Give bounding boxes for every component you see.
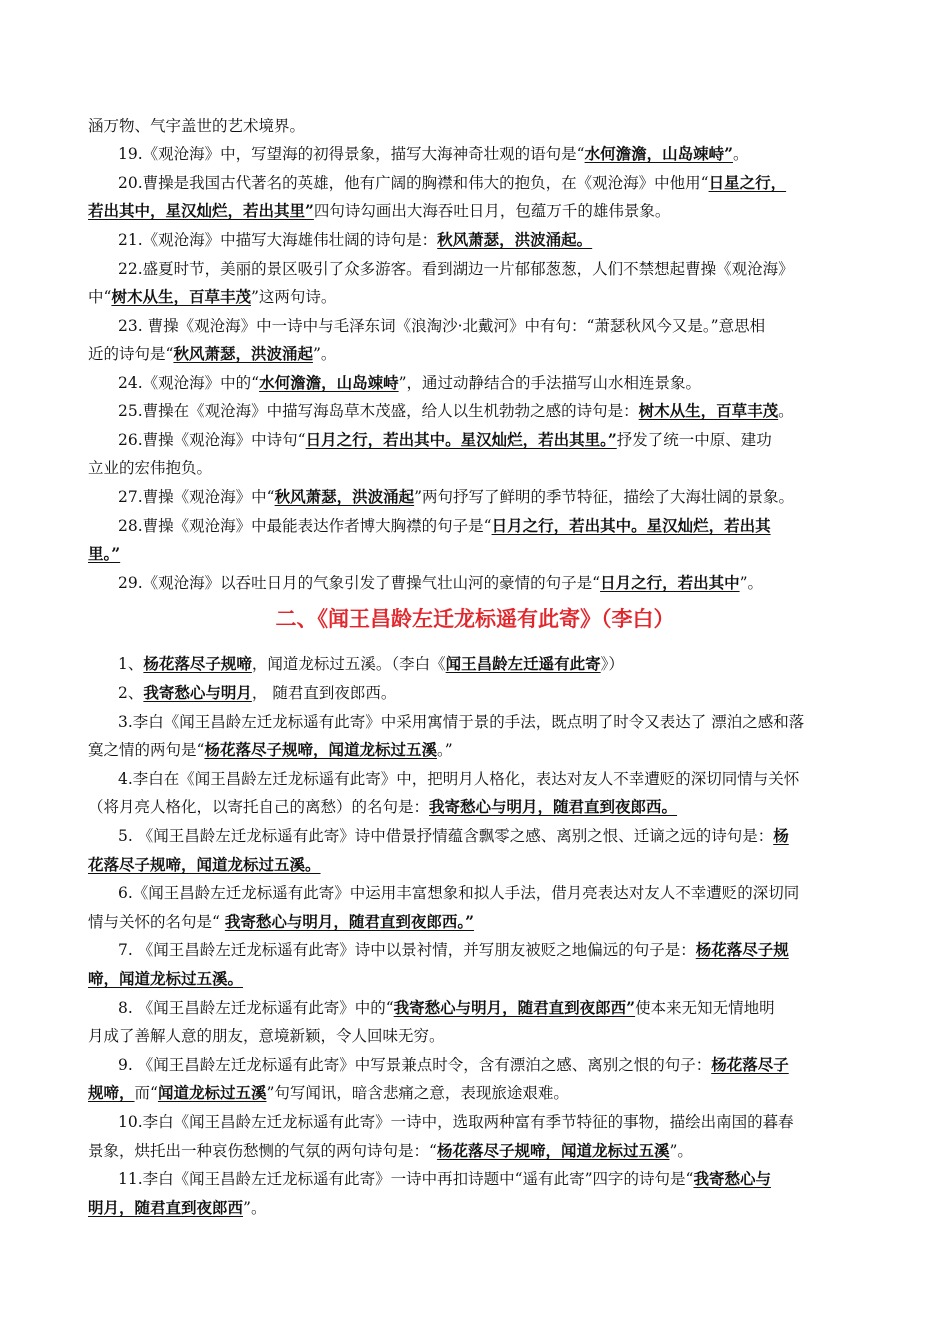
text-line bbox=[118, 998, 868, 1018]
line-text: 10.李白《闻王昌龄左迁龙标遥有此寄》一诗中，选取两种富有季节特征的事物，描绘出南国的暮春 bbox=[118, 1113, 794, 1131]
line-text: 2、 bbox=[118, 684, 144, 702]
answer-text: 日月之行，若出其中 bbox=[600, 573, 740, 592]
line-text: 3.李白《闻王昌龄左迁龙标遥有此寄》中采用寓情于景的手法，既点明了时令又表达了 漂泊之感和落 bbox=[118, 713, 805, 731]
answer-text: 秋风萧瑟，洪波涌起。 bbox=[437, 230, 593, 249]
text-line bbox=[118, 683, 868, 703]
line-text: 月成了善解人意的朋友，意境新颖，令人回味无穷。 bbox=[88, 1027, 445, 1045]
text-line bbox=[88, 201, 868, 221]
text-line bbox=[118, 230, 868, 250]
answer-text: 若出其中，星汉灿烂，若出其里” bbox=[88, 201, 314, 220]
text-line bbox=[118, 1055, 868, 1075]
line-text: 使本来无知无情地明 bbox=[635, 999, 775, 1017]
line-text: 四句诗勾画出大海吞吐日月，包蕴万千的雄伟景象。 bbox=[313, 202, 671, 220]
text-line bbox=[118, 654, 868, 674]
section-heading: 二、《闻王昌龄左迁龙标遥有此寄》（李白） bbox=[275, 607, 675, 631]
line-text: 11.李白《闻王昌龄左迁龙标遥有此寄》一诗中再扣诗题中“遥有此寄”四字的诗句是“ bbox=[118, 1170, 694, 1188]
answer-text: 我寄愁心与明月，随君直到夜郎西。 bbox=[429, 797, 678, 816]
text-line bbox=[88, 544, 868, 564]
answer-text: 秋风萧瑟，洪波涌起 bbox=[173, 344, 313, 363]
line-text: 。” bbox=[436, 741, 453, 759]
line-text: 25.曹操在《观沧海》中描写海岛草木茂盛，给人以生机勃勃之感的诗句是： bbox=[118, 402, 639, 420]
line-text: 景象，烘托出一种哀伤愁恻的气氛的两句诗句是：“ bbox=[88, 1142, 437, 1160]
answer-text: 杨花落尽子规 bbox=[695, 940, 789, 959]
answer-text: 树木从生，百草丰茂 bbox=[638, 401, 779, 420]
line-text: 近的诗句是“ bbox=[88, 345, 174, 363]
text-line bbox=[118, 430, 868, 450]
text-line bbox=[88, 116, 868, 136]
text-line bbox=[118, 259, 868, 279]
answer-text: 杨 bbox=[773, 826, 789, 845]
answer-text: 树木从生，百草丰茂 bbox=[111, 287, 251, 306]
answer-text: 日星之行， bbox=[708, 173, 787, 192]
text-line bbox=[88, 344, 868, 364]
text-line bbox=[88, 1141, 868, 1161]
answer-text: 闻王昌龄左迁遥有此寄 bbox=[445, 654, 601, 673]
answer-text: 水何澹澹，山岛竦峙” bbox=[584, 144, 733, 163]
text-line bbox=[88, 855, 868, 875]
answer-text: 我寄愁心与 bbox=[693, 1169, 771, 1188]
line-text: 。 bbox=[778, 402, 794, 420]
line-text: ”。 bbox=[739, 574, 764, 592]
answer-text: 日月之行，若出其中。星汉灿烂，若出其 bbox=[491, 516, 771, 535]
line-text: 而“ bbox=[134, 1084, 158, 1102]
line-text: 4.李白在《闻王昌龄左迁龙标遥有此寄》中，把明月人格化，表达对友人不幸遭贬的深切同情与关怀 bbox=[118, 770, 800, 788]
answer-text: 花落尽子规啼，闻道龙标过五溪。 bbox=[88, 855, 321, 874]
text-line bbox=[88, 287, 868, 307]
line-text: ”。 bbox=[243, 1199, 267, 1217]
line-text: 》） bbox=[600, 655, 624, 673]
line-text: 抒发了统一中原、建功 bbox=[616, 431, 772, 449]
line-text: ”。 bbox=[669, 1142, 693, 1160]
line-text: 19.《观沧海》中，写望海的初得景象，描写大海神奇壮观的语句是“ bbox=[118, 145, 585, 163]
answer-text: 杨花落尽子规啼 bbox=[143, 654, 252, 673]
line-text: 7. 《闻王昌龄左迁龙标遥有此寄》诗中以景衬情，并写朋友被贬之地偏远的句子是： bbox=[118, 941, 696, 959]
text-line bbox=[88, 912, 868, 932]
line-text: ”，通过动静结合的手法描写山水相连景象。 bbox=[398, 374, 702, 392]
text-line bbox=[118, 144, 868, 164]
line-text: 24.《观沧海》中的“ bbox=[118, 374, 260, 392]
text-line bbox=[118, 401, 868, 421]
line-text: 27.曹操《观沧海》中“ bbox=[118, 488, 275, 506]
text-line bbox=[118, 487, 868, 507]
text-line bbox=[88, 458, 868, 478]
line-text: 情与关怀的名句是“ bbox=[88, 913, 225, 931]
answer-text: 水何澹澹，山岛竦峙 bbox=[259, 373, 399, 392]
line-text: 20.曹操是我国古代著名的英雄，他有广阔的胸襟和伟大的抱负，在《观沧海》中他用“ bbox=[118, 174, 709, 192]
answer-text: 秋风萧瑟，洪波涌起 bbox=[274, 487, 415, 506]
text-line bbox=[88, 1026, 868, 1046]
text-line bbox=[88, 1198, 868, 1218]
answer-text: 我寄愁心与明月，随君直到夜郎西” bbox=[393, 998, 636, 1017]
text-line bbox=[118, 940, 868, 960]
line-text: ，闻道龙标过五溪。（李白《 bbox=[251, 655, 446, 673]
text-line bbox=[118, 1112, 868, 1132]
text-line bbox=[118, 883, 868, 903]
text-line bbox=[118, 373, 868, 393]
answer-text: 啼，闻道龙标过五溪。 bbox=[88, 969, 244, 988]
line-text: 21.《观沧海》中描写大海雄伟壮阔的诗句是： bbox=[118, 231, 438, 249]
line-text: ”。 bbox=[312, 345, 337, 363]
line-text: 23. 曹操《观沧海》中一诗中与毛泽东词《浪淘沙·北戴河》中有句：“萧瑟秋风今又是。”意思相 bbox=[118, 317, 766, 335]
line-text: （将月亮人格化，以寄托自己的离愁）的名句是： bbox=[88, 798, 430, 816]
answer-text: 里。” bbox=[88, 544, 121, 563]
text-line bbox=[88, 1083, 868, 1103]
text-line bbox=[118, 712, 868, 732]
text-line bbox=[88, 740, 868, 760]
answer-text: 明月，随君直到夜郎西 bbox=[88, 1198, 244, 1217]
line-text: 8. 《闻王昌龄左迁龙标遥有此寄》中的“ bbox=[118, 999, 394, 1017]
line-text: ”这两句诗。 bbox=[250, 288, 337, 306]
text-line bbox=[118, 769, 868, 789]
line-text: 5. 《闻王昌龄左迁龙标遥有此寄》诗中借景抒情蕴含飘零之感、离别之恨、迁谪之远的诗句是： bbox=[118, 827, 774, 845]
text-line bbox=[118, 173, 868, 193]
answer-text: 我寄愁心与明月，随君直到夜郎西。” bbox=[224, 912, 475, 931]
line-text: ”两句抒写了鲜明的季节特征，描绘了大海壮阔的景象。 bbox=[414, 488, 795, 506]
answer-text: 杨花落尽子规啼，闻道龙标过五溪 bbox=[204, 740, 437, 759]
answer-text: 杨花落尽子规啼，闻道龙标过五溪 bbox=[436, 1141, 670, 1160]
line-text: 9. 《闻王昌龄左迁龙标遥有此寄》中写景兼点时令，含有漂泊之感、离别之恨的句子： bbox=[118, 1056, 712, 1074]
text-line bbox=[118, 826, 868, 846]
line-text: 28.曹操《观沧海》中最能表达作者博大胸襟的句子是“ bbox=[118, 517, 492, 535]
line-text: 。 bbox=[733, 145, 749, 163]
text-line bbox=[118, 573, 868, 593]
text-line bbox=[118, 316, 868, 336]
answer-text: 我寄愁心与明月 bbox=[143, 683, 252, 702]
line-text: 26.曹操《观沧海》中诗句“ bbox=[118, 431, 306, 449]
line-text: 22.盛夏时节，美丽的景区吸引了众多游客。看到湖边一片郁郁葱葱，人们不禁想起曹操《观沧海》 bbox=[118, 260, 794, 278]
text-line bbox=[118, 516, 868, 536]
answer-text: 规啼， bbox=[88, 1083, 135, 1102]
text-line bbox=[118, 1169, 868, 1189]
answer-text: 日月之行，若出其中。星汉灿烂，若出其里。” bbox=[305, 430, 617, 449]
line-text: 1、 bbox=[118, 655, 144, 673]
line-text: 涵万物、气宇盖世的艺术境界。 bbox=[88, 117, 306, 135]
answer-text: 杨花落尽子 bbox=[711, 1055, 789, 1074]
text-line bbox=[88, 797, 868, 817]
line-text: 立业的宏伟抱负。 bbox=[88, 459, 213, 477]
answer-text: 闻道龙标过五溪 bbox=[157, 1083, 267, 1102]
line-text: 29.《观沧海》以吞吐日月的气象引发了曹操气壮山河的豪情的句子是“ bbox=[118, 574, 601, 592]
text-line bbox=[88, 969, 868, 989]
line-text: ， 随君直到夜郎西。 bbox=[251, 684, 397, 702]
line-text: ”句写闻讯，暗含悲痛之意，表现旅途艰难。 bbox=[266, 1084, 569, 1102]
line-text: 中“ bbox=[88, 288, 112, 306]
line-text: 寞之情的两句是“ bbox=[88, 741, 205, 759]
line-text: 6.《闻王昌龄左迁龙标遥有此寄》中运用丰富想象和拟人手法，借月亮表达对友人不幸遭贬的深切同 bbox=[118, 884, 800, 902]
